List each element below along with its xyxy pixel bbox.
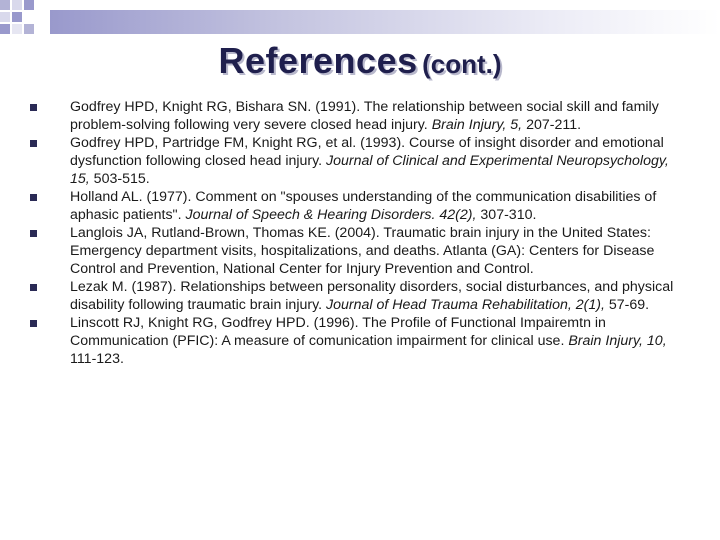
header-gradient-band (50, 10, 720, 34)
square-bullet-icon (30, 284, 37, 291)
reference-item (25, 278, 685, 314)
reference-journal: Journal of Speech & Hearing Disorders. 42(2), (185, 207, 477, 223)
reference-journal: Journal of Clinical and Experimental Neuropsychology, 15, (70, 153, 669, 187)
reference-pages: 111-123. (70, 351, 124, 367)
reference-journal: Brain Injury, 5, (431, 117, 523, 133)
square-bullet-icon (30, 230, 37, 237)
reference-text: Godfrey HPD, Knight RG, Bishara SN. (1991). The relationship between social skill and family problem-solving following very severe closed head injury. (70, 99, 659, 133)
square-bullet-icon (30, 320, 37, 327)
reference-journal: Journal of Head Trauma Rehabilitation, 2(1), (326, 297, 605, 313)
square-bullet-icon (30, 104, 37, 111)
slide-title (0, 40, 720, 82)
slide-title-suffix: (cont.) (422, 49, 502, 79)
reference-pages: 503-515. (89, 171, 150, 187)
reference-item (25, 98, 685, 134)
reference-pages: 307-310. (476, 207, 537, 223)
reference-list (25, 98, 685, 368)
reference-text: Langlois JA, Rutland-Brown, Thomas KE. (2004). Traumatic brain injury in the United States: Emergency department visits, hospitalizations, and deaths. Atlanta (GA): Centers for Disease Control and Prevention, National Center for Injury Prevention and Control. (70, 225, 655, 277)
reference-item (25, 188, 685, 224)
reference-item (25, 314, 685, 368)
reference-item (25, 134, 685, 188)
slide-title-main: References (218, 40, 418, 81)
square-bullet-icon (30, 140, 37, 147)
reference-text: Holland AL. (1977). Comment on "spouses understanding of the communication disabilities of aphasic patients". (70, 189, 657, 223)
reference-text: Godfrey HPD, Partridge FM, Knight RG, et al. (1993). Course of insight disorder and emotional dysfunction following closed head injury. (70, 135, 664, 169)
reference-item (25, 224, 685, 278)
reference-pages: 207-211. (522, 117, 582, 133)
reference-text: Linscott RJ, Knight RG, Godfrey HPD. (1996). The Profile of Functional Impairemtn in Communication (PFIC): A measure of comunication impairment for clinical use. (70, 315, 606, 349)
reference-text: Lezak M. (1987). Relationships between personality disorders, social disturbances, and physical disability following traumatic brain injury. (70, 279, 674, 313)
reference-journal: Brain Injury, 10, (568, 333, 667, 349)
reference-pages: 57-69. (604, 297, 650, 313)
square-bullet-icon (30, 194, 37, 201)
